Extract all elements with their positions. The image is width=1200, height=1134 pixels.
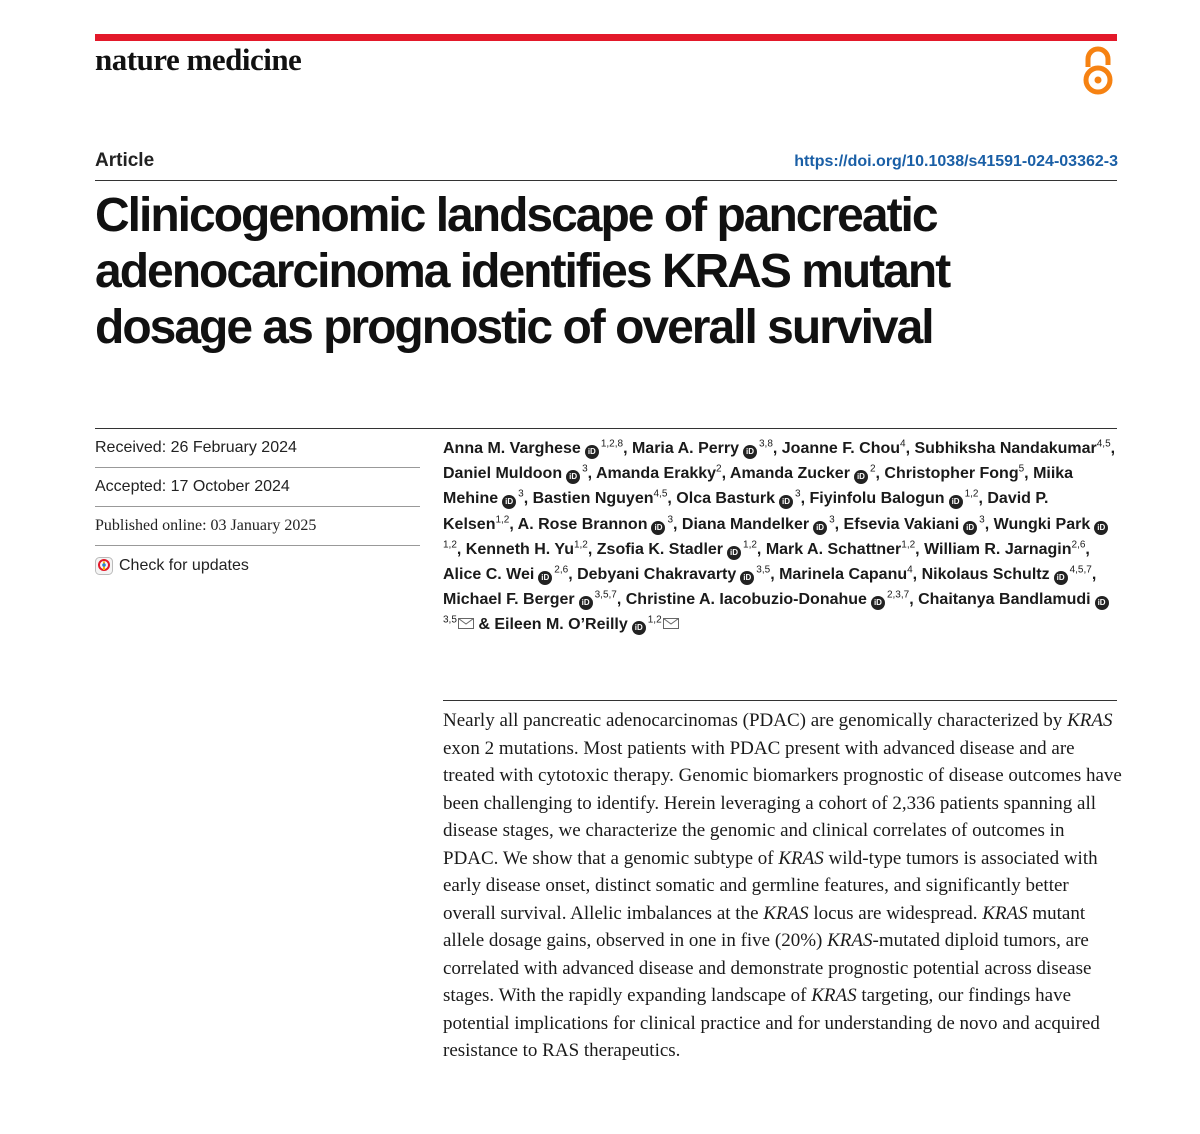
affiliation-numbers: 3 bbox=[829, 514, 835, 526]
orcid-icon[interactable]: iD bbox=[740, 571, 754, 585]
affiliation-numbers: 1,2 bbox=[964, 489, 979, 501]
divider bbox=[95, 180, 1117, 181]
author-name[interactable]: Daniel Muldoon bbox=[443, 465, 563, 483]
author-name[interactable]: Zsofia K. Stadler bbox=[596, 540, 724, 558]
check-updates-button[interactable] bbox=[95, 546, 420, 585]
author-name[interactable]: Olca Basturk bbox=[676, 490, 776, 508]
affiliation-numbers: 5 bbox=[1018, 463, 1025, 475]
author-name[interactable]: David P. Kelsen bbox=[443, 490, 1049, 533]
orcid-icon[interactable]: iD bbox=[502, 495, 516, 509]
gene-name: KRAS bbox=[1067, 710, 1113, 731]
author-name[interactable]: Michael F. Berger bbox=[443, 591, 575, 609]
affiliation-numbers: 2,6 bbox=[554, 564, 569, 576]
mail-icon[interactable] bbox=[663, 618, 679, 629]
orcid-icon[interactable]: iD bbox=[871, 596, 885, 610]
orcid-icon[interactable]: iD bbox=[963, 521, 977, 535]
check-updates-icon bbox=[95, 557, 113, 575]
orcid-icon[interactable]: iD bbox=[585, 445, 599, 459]
author-name[interactable]: Kenneth H. Yu bbox=[465, 540, 574, 558]
affiliation-numbers: 3 bbox=[518, 489, 524, 501]
author-name[interactable]: Amanda Zucker bbox=[729, 465, 850, 483]
received-date: Received: 26 February 2024 bbox=[95, 429, 420, 468]
journal-name: nature medicine bbox=[95, 42, 302, 77]
author-name[interactable]: Efsevia Vakiani bbox=[843, 515, 960, 533]
affiliation-numbers: 4,5,7 bbox=[1069, 564, 1092, 576]
orcid-icon[interactable]: iD bbox=[854, 470, 868, 484]
orcid-icon[interactable]: iD bbox=[1054, 571, 1068, 585]
article-dates bbox=[95, 429, 420, 585]
abstract: Nearly all pancreatic adenocarcinomas (PDAC) are genomically characterized by KRAS exon 2 mutations. Most patients with PDAC present with advanced disease and are treated with cytotoxic therapy. Genomic biomarkers prognostic of disease outcomes have been challenging to identify. Herein leveraging a cohort of 2,336 patients spanning all disease stages, we characterize the genomic and clinical correlates of outcomes in PDAC. We show that a genomic subtype of KRAS wild-type tumors is associated with early disease onset, distinct somatic and germline features, and significantly better overall survival. Allelic imbalances at the KRAS locus are widespread. KRAS mutant allele dosage gains, observed in one in five (20%) KRAS-mutated diploid tumors, are correlated with advanced disease and demonstrate prognostic potential across disease stages. With the rapidly expanding landscape of KRAS targeting, our findings have potential implications for clinical practice and for understanding de novo and acquired resistance to RAS therapeutics. bbox=[443, 710, 1122, 1061]
published-date: Published online: 03 January 2025 bbox=[95, 507, 420, 546]
affiliation-numbers: 4,5 bbox=[1096, 438, 1111, 450]
accepted-date: Accepted: 17 October 2024 bbox=[95, 468, 420, 507]
affiliation-numbers: 1,2 bbox=[443, 539, 457, 551]
affiliation-numbers: 2 bbox=[869, 463, 876, 475]
affiliation-numbers: 1,2 bbox=[573, 539, 588, 551]
mail-icon[interactable] bbox=[458, 618, 474, 629]
gene-name: KRAS bbox=[982, 902, 1028, 924]
open-access-icon bbox=[1080, 46, 1116, 96]
author-name[interactable]: Fiyinfolu Balogun bbox=[809, 490, 945, 508]
author-name[interactable]: Eileen M. O’Reilly bbox=[494, 616, 628, 634]
affiliation-numbers: 1,2,8 bbox=[600, 438, 624, 450]
author-name[interactable]: A. Rose Brannon bbox=[517, 515, 648, 533]
author-name[interactable]: Marinela Capanu bbox=[779, 566, 908, 584]
author-name[interactable]: Amanda Erakky bbox=[595, 465, 717, 483]
affiliation-numbers: 3 bbox=[795, 489, 801, 501]
orcid-icon[interactable]: iD bbox=[579, 596, 593, 610]
affiliation-numbers: 4,5 bbox=[653, 489, 668, 501]
author-name[interactable]: Alice C. Wei bbox=[443, 566, 535, 584]
affiliation-numbers: 3,5 bbox=[443, 615, 457, 627]
divider bbox=[443, 700, 1117, 701]
check-updates-label: Check for updates bbox=[119, 556, 249, 574]
header-rule bbox=[95, 34, 1117, 41]
author-name[interactable]: Miika Mehine bbox=[443, 465, 1074, 508]
author-name[interactable]: Subhiksha Nandakumar bbox=[914, 440, 1097, 457]
author-name[interactable]: Chaitanya Bandlamudi bbox=[918, 591, 1091, 609]
author-name[interactable]: Debyani Chakravarty bbox=[577, 566, 737, 584]
orcid-icon[interactable]: iD bbox=[949, 495, 963, 509]
article-type: Article bbox=[95, 150, 155, 171]
affiliation-numbers: 1,2 bbox=[647, 615, 662, 627]
article-title: Clinicogenomic landscape of pancreatic adenocarcinoma identifies KRAS mutant dosage as prognostic of overall survival bbox=[95, 189, 950, 354]
gene-name: KRAS bbox=[763, 902, 809, 924]
author-name[interactable]: Wungki Park bbox=[993, 515, 1091, 533]
orcid-icon[interactable]: iD bbox=[779, 495, 793, 509]
orcid-icon[interactable]: iD bbox=[813, 521, 827, 535]
affiliation-numbers: 3 bbox=[582, 463, 588, 475]
affiliation-numbers: 4 bbox=[907, 564, 913, 576]
author-name[interactable]: Diana Mandelker bbox=[681, 515, 810, 533]
author-name[interactable]: Joanne F. Chou bbox=[781, 440, 901, 457]
author-name[interactable]: Bastien Nguyen bbox=[532, 490, 654, 508]
orcid-icon[interactable]: iD bbox=[743, 445, 757, 459]
affiliation-numbers: 1,2 bbox=[743, 539, 757, 551]
author-name[interactable]: Anna M. Varghese bbox=[443, 440, 581, 457]
affiliation-numbers: 2,6 bbox=[1071, 539, 1086, 551]
author-name[interactable]: Christopher Fong bbox=[884, 465, 1019, 483]
affiliation-numbers: 2,3,7 bbox=[886, 589, 910, 601]
author-list: Anna M. Varghese iD$^{1,2,8}$, Maria A. Perry iD$^{3,8}$, Joanne F. Chou$^4$, Subhiksha Nandakumar$^{4,5}$, Daniel Muldoon $iD^3$, Amanda Erakky$^2$, Amanda Zucker $iD^2$, Christopher Fong$^5$, Miika Mehine $iD^3$, Bastien Nguyen$^{4,5}$, Olca Basturk $iD^3$, Fiyinfolu Balogun iD$^{1,2}$, David P. Kelsen$^{1,2}$, A. Rose Brannon $iD^3$, Diana Mandelker $iD^3$, Efsevia Vakiani $iD^3$, Wungki Park iD$^{1,2}$, Kenneth H. Yu$^{1,2}$, Zsofia K. Stadler iD$^{1,2}$, Mark A. Schattner$^{1,2}$, William R. Jarnagin$^{2,6}$, Alice C. Wei iD$^{2,6}$, Debyani Chakravarty iD$^{3,5}$, Marinela Capanu$^4$, Nikolaus Schultz iD$^{4,5,7}$, Michael F. Berger iD$^{3,5,7}$, Christine A. Iacobuzio-Donahue iD$^{2,3,7}$, Chaitanya Bandlamudi iD$^{3,5}$ & Eileen M. O’Reilly iD$^{1,2}$ bbox=[443, 438, 1116, 634]
orcid-icon[interactable]: iD bbox=[538, 571, 552, 585]
affiliation-numbers: 3,5,7 bbox=[594, 589, 617, 601]
author-name[interactable]: William R. Jarnagin bbox=[924, 540, 1072, 558]
affiliation-numbers: 1,2 bbox=[901, 539, 916, 551]
orcid-icon[interactable]: iD bbox=[651, 521, 665, 535]
orcid-icon[interactable]: iD bbox=[632, 621, 646, 635]
affiliation-numbers: 4 bbox=[900, 438, 906, 450]
author-name[interactable]: Nikolaus Schultz bbox=[921, 566, 1050, 584]
author-name[interactable]: Mark A. Schattner bbox=[765, 540, 902, 558]
author-name[interactable]: Maria A. Perry bbox=[631, 440, 739, 457]
doi-link[interactable]: https://doi.org/10.1038/s41591-024-03362-3 bbox=[794, 153, 1118, 170]
orcid-icon[interactable]: iD bbox=[1095, 596, 1109, 610]
gene-name: KRAS bbox=[811, 985, 857, 1006]
affiliation-numbers: 3 bbox=[667, 514, 674, 526]
affiliation-numbers: 1,2 bbox=[495, 514, 510, 526]
orcid-icon[interactable]: iD bbox=[566, 470, 580, 484]
orcid-icon[interactable]: iD bbox=[727, 546, 741, 560]
affiliation-numbers: 3 bbox=[979, 514, 985, 526]
affiliation-numbers: 3,8 bbox=[758, 438, 773, 450]
orcid-icon[interactable]: iD bbox=[1094, 521, 1108, 535]
gene-name: KRAS bbox=[827, 930, 873, 951]
gene-name: KRAS bbox=[778, 847, 824, 869]
affiliation-numbers: 3,5 bbox=[756, 564, 771, 576]
author-name[interactable]: Christine A. Iacobuzio-Donahue bbox=[625, 591, 867, 609]
affiliation-numbers: 2 bbox=[716, 463, 722, 475]
